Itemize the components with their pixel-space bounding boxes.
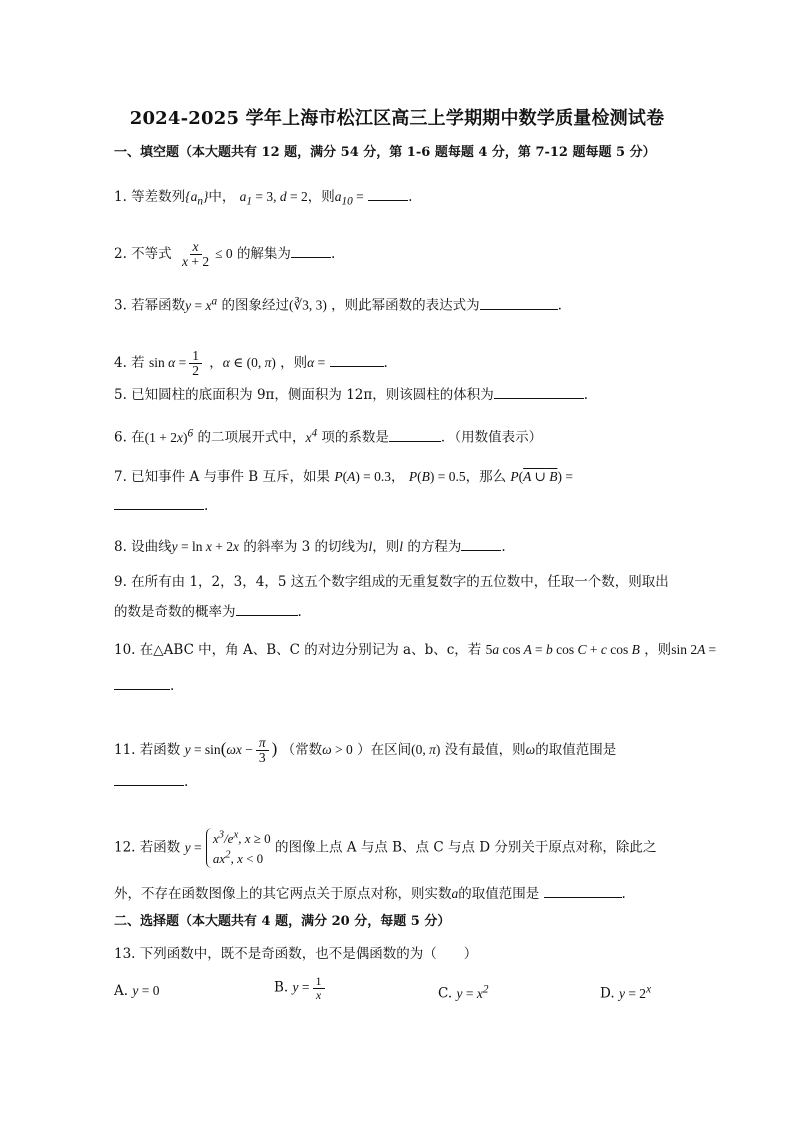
option-a[interactable]: A. y = 0: [114, 983, 160, 999]
answer-blank[interactable]: [114, 772, 184, 786]
answer-blank[interactable]: [494, 385, 584, 399]
question-5: 5. 已知圆柱的底面积为 9π，侧面积为 12π，则该圆柱的体积为 .: [114, 387, 589, 403]
page-title: 2024-2025 学年上海市松江区高三上学期期中数学质量检测试卷: [129, 108, 665, 129]
question-7: 7. 已知事件 A 与事件 B 互斥，如果 P(A) = 0.3， P(B) = 0.5，那么 P(A ∪ B) =: [114, 469, 573, 485]
question-11-answer: .: [114, 772, 694, 791]
answer-blank[interactable]: [461, 537, 501, 551]
answer-blank[interactable]: [544, 884, 622, 898]
question-12-cont: 外，不存在函数图像上的其它两点关于原点对称，则实数a的取值范围是 .: [114, 886, 626, 902]
question-1: 1. 等差数列$\{a_n\}$中， $a_1 = 3$, d = 2，则$a_{10}$ = .: [114, 189, 413, 208]
answer-blank[interactable]: [114, 496, 204, 510]
section-fill-in-heading: 一、填空题（本大题共有 12 题，满分 54 分，第 1-6 题每题 4 分，第 7-12 题每题 5 分）: [114, 145, 656, 160]
question-10: 10. 在△ABC 中，角 A、B、C 的对边分别记为 a、b、c，若 5a cos A = b cos C + c cos B ，则sin 2A =: [114, 642, 717, 658]
answer-blank[interactable]: [330, 353, 384, 367]
option-c[interactable]: C. $y = x^2$: [438, 983, 489, 1002]
answer-blank[interactable]: [368, 187, 408, 201]
question-9-cont: 的数是奇数的概率为 .: [114, 604, 302, 620]
question-3: 3. 若幂函数$y = x^a$ 的图象经过(∛3, 3) ，则此幂函数的表达式为 .: [114, 295, 562, 314]
question-13: 13. 下列函数中，既不是奇函数，也不是偶函数的为（ ）: [114, 946, 478, 962]
option-b[interactable]: B. y = $\frac{1}{x}$: [274, 975, 328, 1001]
answer-blank[interactable]: [389, 428, 441, 442]
question-12: 12. 若函数 $y = x^3/e^x$, x ≥ 0 $ax^2$, x < 0 的图像上点 A 与点 B、点 C 与点 D 分别关于原点对称，除此之: [114, 829, 657, 867]
question-2: 2. 不等式 $\frac{x}{x + 2}$ ≤ 0 的解集为 .: [114, 239, 336, 270]
question-10-answer: .: [114, 676, 694, 695]
piecewise-function: $x^3/e^x$, x ≥ 0 $ax^2$, x < 0: [206, 828, 271, 868]
question-7-answer: .: [114, 496, 694, 515]
answer-blank[interactable]: [480, 296, 558, 310]
question-8: 8. 设曲线y = ln x + 2x 的斜率为 3 的切线为l，则l 的方程为 .: [114, 539, 506, 555]
question-9: 9. 在所有由 1，2，3，4，5 这五个数字组成的无重复数字的五位数中，任取一个数，则取出: [114, 574, 669, 590]
answer-blank[interactable]: [236, 602, 298, 616]
answer-blank[interactable]: [291, 244, 331, 258]
question-11: 11. 若函数 y = sin(ωx − $\frac{\pi}{3}$ ) （常数ω > 0 ）在区间(0, π) 没有最值，则ω的取值范围是: [114, 735, 617, 766]
answer-blank[interactable]: [114, 676, 170, 690]
question-6: 6. 在$(1 + 2x)^6$ 的二项展开式中，$x^4$ 项的系数是 ．（用数值表示）: [114, 427, 543, 446]
section-choice-heading: 二、选择题（本大题共有 4 题，满分 20 分，每题 5 分）: [114, 914, 451, 929]
option-d[interactable]: D. $y = 2^x$: [600, 983, 652, 1002]
question-4: 4. 若 sin α = $\frac{1}{2}$ ，α ∈ (0, π) ，则α = .: [114, 348, 388, 379]
